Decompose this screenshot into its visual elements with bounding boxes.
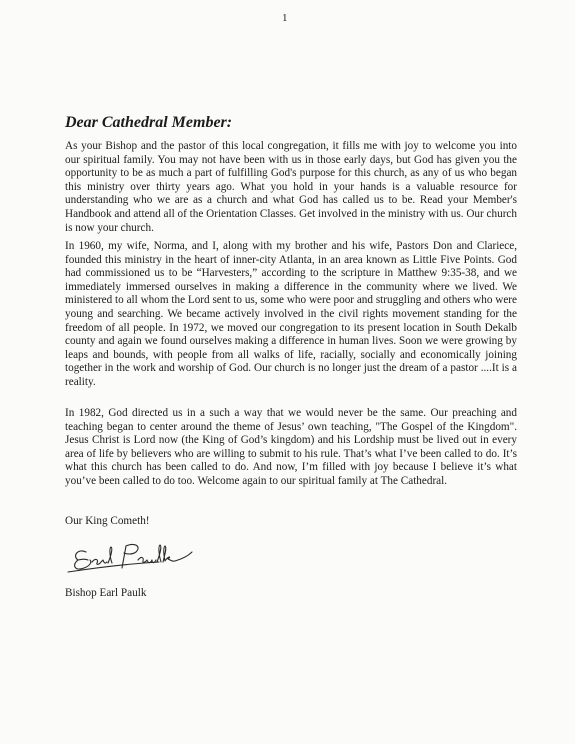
salutation: Dear Cathedral Member: (65, 114, 233, 131)
signer-name: Bishop Earl Paulk (65, 587, 147, 599)
paragraph-kingdom: In 1982, God directed us in a such a way that we would never be the same. Our preaching and teaching began to center around the theme of Jesus’ own teaching, "The Gospel of the Kingdom". Jesus Christ is Lord now (the King of God’s kingdom) and his Lordship must be lived out in every area of life by believers who are willing to submit to his rule. That’s what I’ve been called to do. It’s what this church has been called to do. And now, I’m filled with joy because I believe it’s what you’ve been called to do too. Welcome again to our spiritual family at The Cathedral. (65, 407, 517, 487)
page-number: 1 (282, 12, 288, 24)
paragraph-history: In 1960, my wife, Norma, and I, along with my brother and his wife, Pastors Don and Clariece, founded this ministry in the heart of inner-city Atlanta, in an area known as Little Five Points. God had commissioned us to be “Harvesters,” according to the scripture in Matthew 9:35-38, and we immediately immersed ourselves in making a difference in the community where we lived. We ministered to all whom the Lord sent to us, some who were poor and struggling and others who were young and searching. We became actively involved in the civil rights movement standing for the freedom of all people. In 1972, we moved our congregation to its present location in South Dekalb county and again we found ourselves making a difference in human lives. Soon we were growing by leaps and bounds, with people from all walks of life, racially, socially and economically joining together in the work and worship of God. Our church is no longer just the dream of a pastor ....It is a reality. (65, 240, 517, 388)
closing: Our King Cometh! (65, 515, 150, 527)
paragraph-welcome: As your Bishop and the pastor of this local congregation, it fills me with joy to welcome you into our spiritual family. You may not have been with us in those early days, but God has given you the opportunity to be as much a part of fulfilling God's purpose for this church, as any of us who began this ministry over thirty years ago. What you hold in your hands is a valuable resource for understanding who we are as a church and what God has called us to be. Read your Member's Handbook and attend all of the Orientation Classes. Get involved in the ministry with us. Our church is now your church. (65, 140, 517, 234)
handwritten-signature (64, 538, 214, 578)
